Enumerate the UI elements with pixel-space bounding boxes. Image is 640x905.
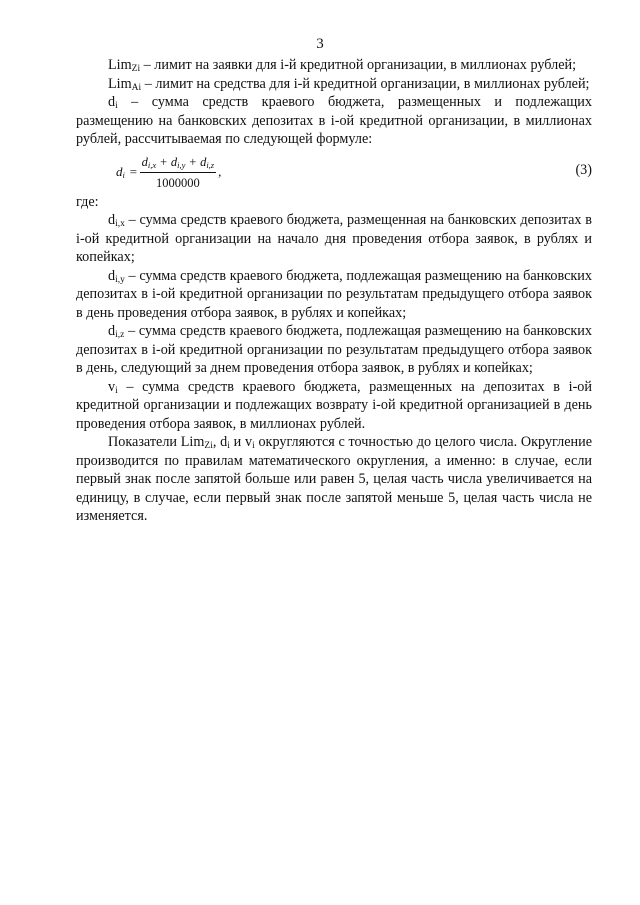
symbol-subscript: i,z	[115, 330, 125, 340]
formula-denominator: 1000000	[156, 176, 200, 190]
equation-number: (3)	[575, 161, 592, 178]
symbol-lim: Lim	[108, 75, 132, 92]
symbol-d: d	[108, 323, 116, 339]
where-label: где:	[76, 193, 99, 210]
definition-text: – сумма средств краевого бюджета, подлежащая размещению на банковских депозитах в i-ой кредитной организации по результатам предыдущего отбора заявок в день, следующий за днем проведения отбора заявок, в рублях и копейках;	[76, 323, 592, 376]
definition-text: – сумма средств краевого бюджета, подлежащая размещению на банковских депозитах в i-ой кредитной организации по результатам предыдущего отбора заявок в день проведения отбора заявок, в рублях и копейках;	[76, 267, 592, 321]
formula-fraction	[140, 153, 216, 193]
formula-expression	[116, 153, 221, 193]
symbol-d: d	[108, 212, 116, 228]
symbol-subscript: i	[115, 101, 118, 111]
definition-text: – сумма средств краевого бюджета, размещенная на банковских депозитах в i-ой кредитной организации на начало дня проведения отбора заявок, в рублях и копейках;	[76, 212, 592, 265]
symbol-lim: Lim	[108, 57, 132, 73]
definition-d-iy	[76, 267, 592, 323]
symbol-subscript: i,y	[115, 274, 125, 285]
formula-comma: ,	[218, 164, 222, 180]
symbol-subscript: i,x	[115, 219, 125, 229]
definition-text: – лимит на средства для i-й кредитной организации, в миллионах рублей;	[141, 75, 590, 92]
symbol-d: d	[108, 267, 116, 284]
formula-equals: =	[128, 164, 138, 180]
definition-d-i	[76, 93, 592, 149]
symbol-subscript: i	[115, 385, 118, 396]
definition-lim-z	[76, 56, 592, 75]
symbol-d: d	[108, 94, 116, 110]
definition-lim-a	[76, 75, 592, 94]
definition-text: – сумма средств краевого бюджета, размещенных на депозитах в i-ой кредитной организации и подлежащих возврату i-ой кредитной организацией в день проведения отбора заявок, в миллионах рублей.	[76, 378, 592, 432]
document-body	[76, 56, 592, 526]
rounding-rule-text: Округление производится по правилам математического округления, а именно: в случае, если первый знак после запятой больше или равен 5, целая часть числа увеличивается на единицу, в случае, если первый знак после запятой меньше 5, целая часть числа не изменяется.	[76, 434, 593, 524]
definition-d-ix	[76, 211, 592, 267]
formula-3	[76, 151, 592, 193]
definition-text: – лимит на заявки для i-й кредитной организации, в миллионах рублей;	[140, 57, 577, 73]
symbol-subscript: Ai	[131, 82, 142, 93]
symbol-v: v	[108, 378, 116, 395]
definition-text: – сумма средств краевого бюджета, размещенных и подлежащих размещению на банковских депозитах в i-ой кредитной организации, в миллионах рублей, рассчитываемая по следующей формуле:	[76, 94, 592, 147]
definition-v-i	[76, 378, 592, 434]
formula-lhs: $d_i$	[116, 164, 125, 181]
page-number: 3	[316, 36, 324, 52]
rounding-paragraph: Показатели Lim$_{Zi}$, $d_i$ и $v_i$ округляются с точностью до целого числа. Округление производится по правилам математического округления, а именно: в случае, если первый знак после запятой больше или равен 5, целая часть числа увеличивается на единицу, в случае, если первый знак после запятой меньше 5, целая часть числа не изменяется.	[76, 434, 593, 524]
formula-numerator: $d_{i,x} + d_{i,y} + d_{i,z}$	[140, 153, 216, 174]
definition-d-iz	[76, 322, 592, 378]
symbol-subscript: Zi	[131, 64, 141, 74]
